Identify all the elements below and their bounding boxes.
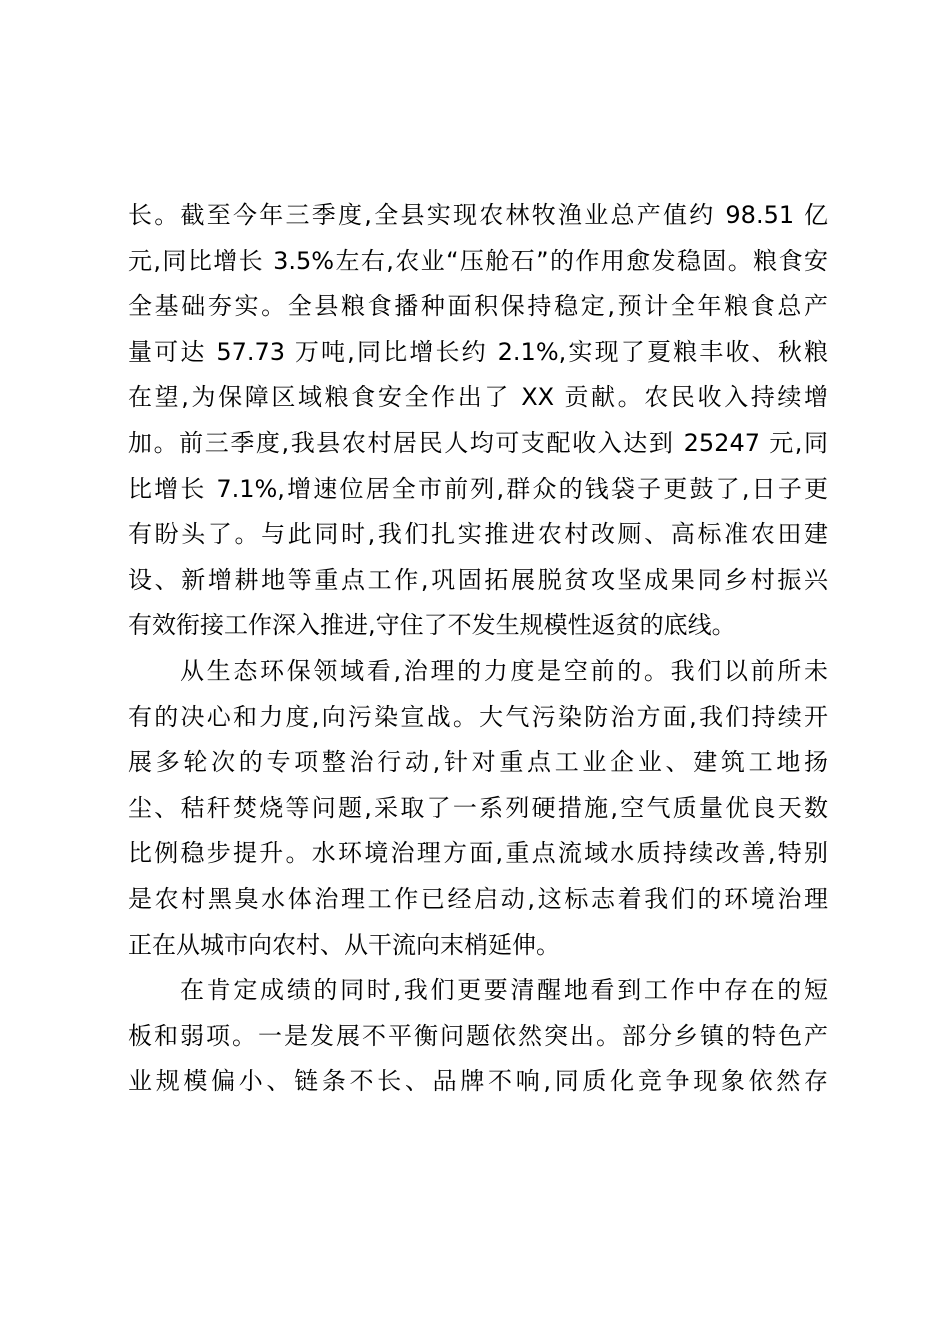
text-line: 正在从城市向农村、从干流向末梢延伸。 — [128, 930, 560, 959]
text-line: 业规模偏小、链条不长、品牌不响,同质化竞争现象依然存 — [128, 1067, 828, 1096]
text-line: 板和弱项。一是发展不平衡问题依然突出。部分乡镇的特色产 — [128, 1021, 828, 1050]
text-line: 比例稳步提升。水环境治理方面,重点流域水质持续改善,特别 — [128, 839, 828, 868]
text-line: 加。前三季度,我县农村居民人均可支配收入达到 25247 元,同 — [128, 428, 828, 457]
paragraph-2 — [128, 649, 828, 968]
text-line: 展多轮次的专项整治行动,针对重点工业企业、建筑工地扬 — [128, 748, 828, 777]
text-line: 元,同比增长 3.5%左右,农业“压舱石”的作用愈发稳固。粮食安 — [128, 246, 828, 275]
paragraph-1 — [128, 193, 828, 649]
document-body — [128, 193, 828, 1105]
text-line: 在肯定成绩的同时,我们更要清醒地看到工作中存在的短 — [180, 976, 828, 1005]
text-line: 从生态环保领域看,治理的力度是空前的。我们以前所未 — [180, 656, 828, 685]
text-line: 有的决心和力度,向污染宣战。大气污染防治方面,我们持续开 — [128, 702, 828, 731]
text-line: 是农村黑臭水体治理工作已经启动,这标志着我们的环境治理 — [128, 884, 828, 913]
text-line: 尘、秸秆焚烧等问题,采取了一系列硬措施,空气质量优良天数 — [128, 793, 828, 822]
paragraph-3 — [128, 968, 828, 1105]
text-line: 量可达 57.73 万吨,同比增长约 2.1%,实现了夏粮丰收、秋粮 — [128, 337, 828, 366]
text-line: 有盼头了。与此同时,我们扎实推进农村改厕、高标准农田建 — [128, 520, 828, 549]
text-line: 在望,为保障区域粮食安全作出了 XX 贡献。农民收入持续增 — [128, 383, 828, 412]
text-line: 比增长 7.1%,增速位居全市前列,群众的钱袋子更鼓了,日子更 — [128, 474, 828, 503]
text-line: 有效衔接工作深入推进,守住了不发生规模性返贫的底线。 — [128, 611, 736, 640]
text-line: 设、新增耕地等重点工作,巩固拓展脱贫攻坚成果同乡村振兴 — [128, 565, 828, 594]
text-line: 长。截至今年三季度,全县实现农林牧渔业总产值约 98.51 亿 — [128, 201, 828, 229]
text-line: 全基础夯实。全县粮食播种面积保持稳定,预计全年粮食总产 — [128, 292, 828, 321]
